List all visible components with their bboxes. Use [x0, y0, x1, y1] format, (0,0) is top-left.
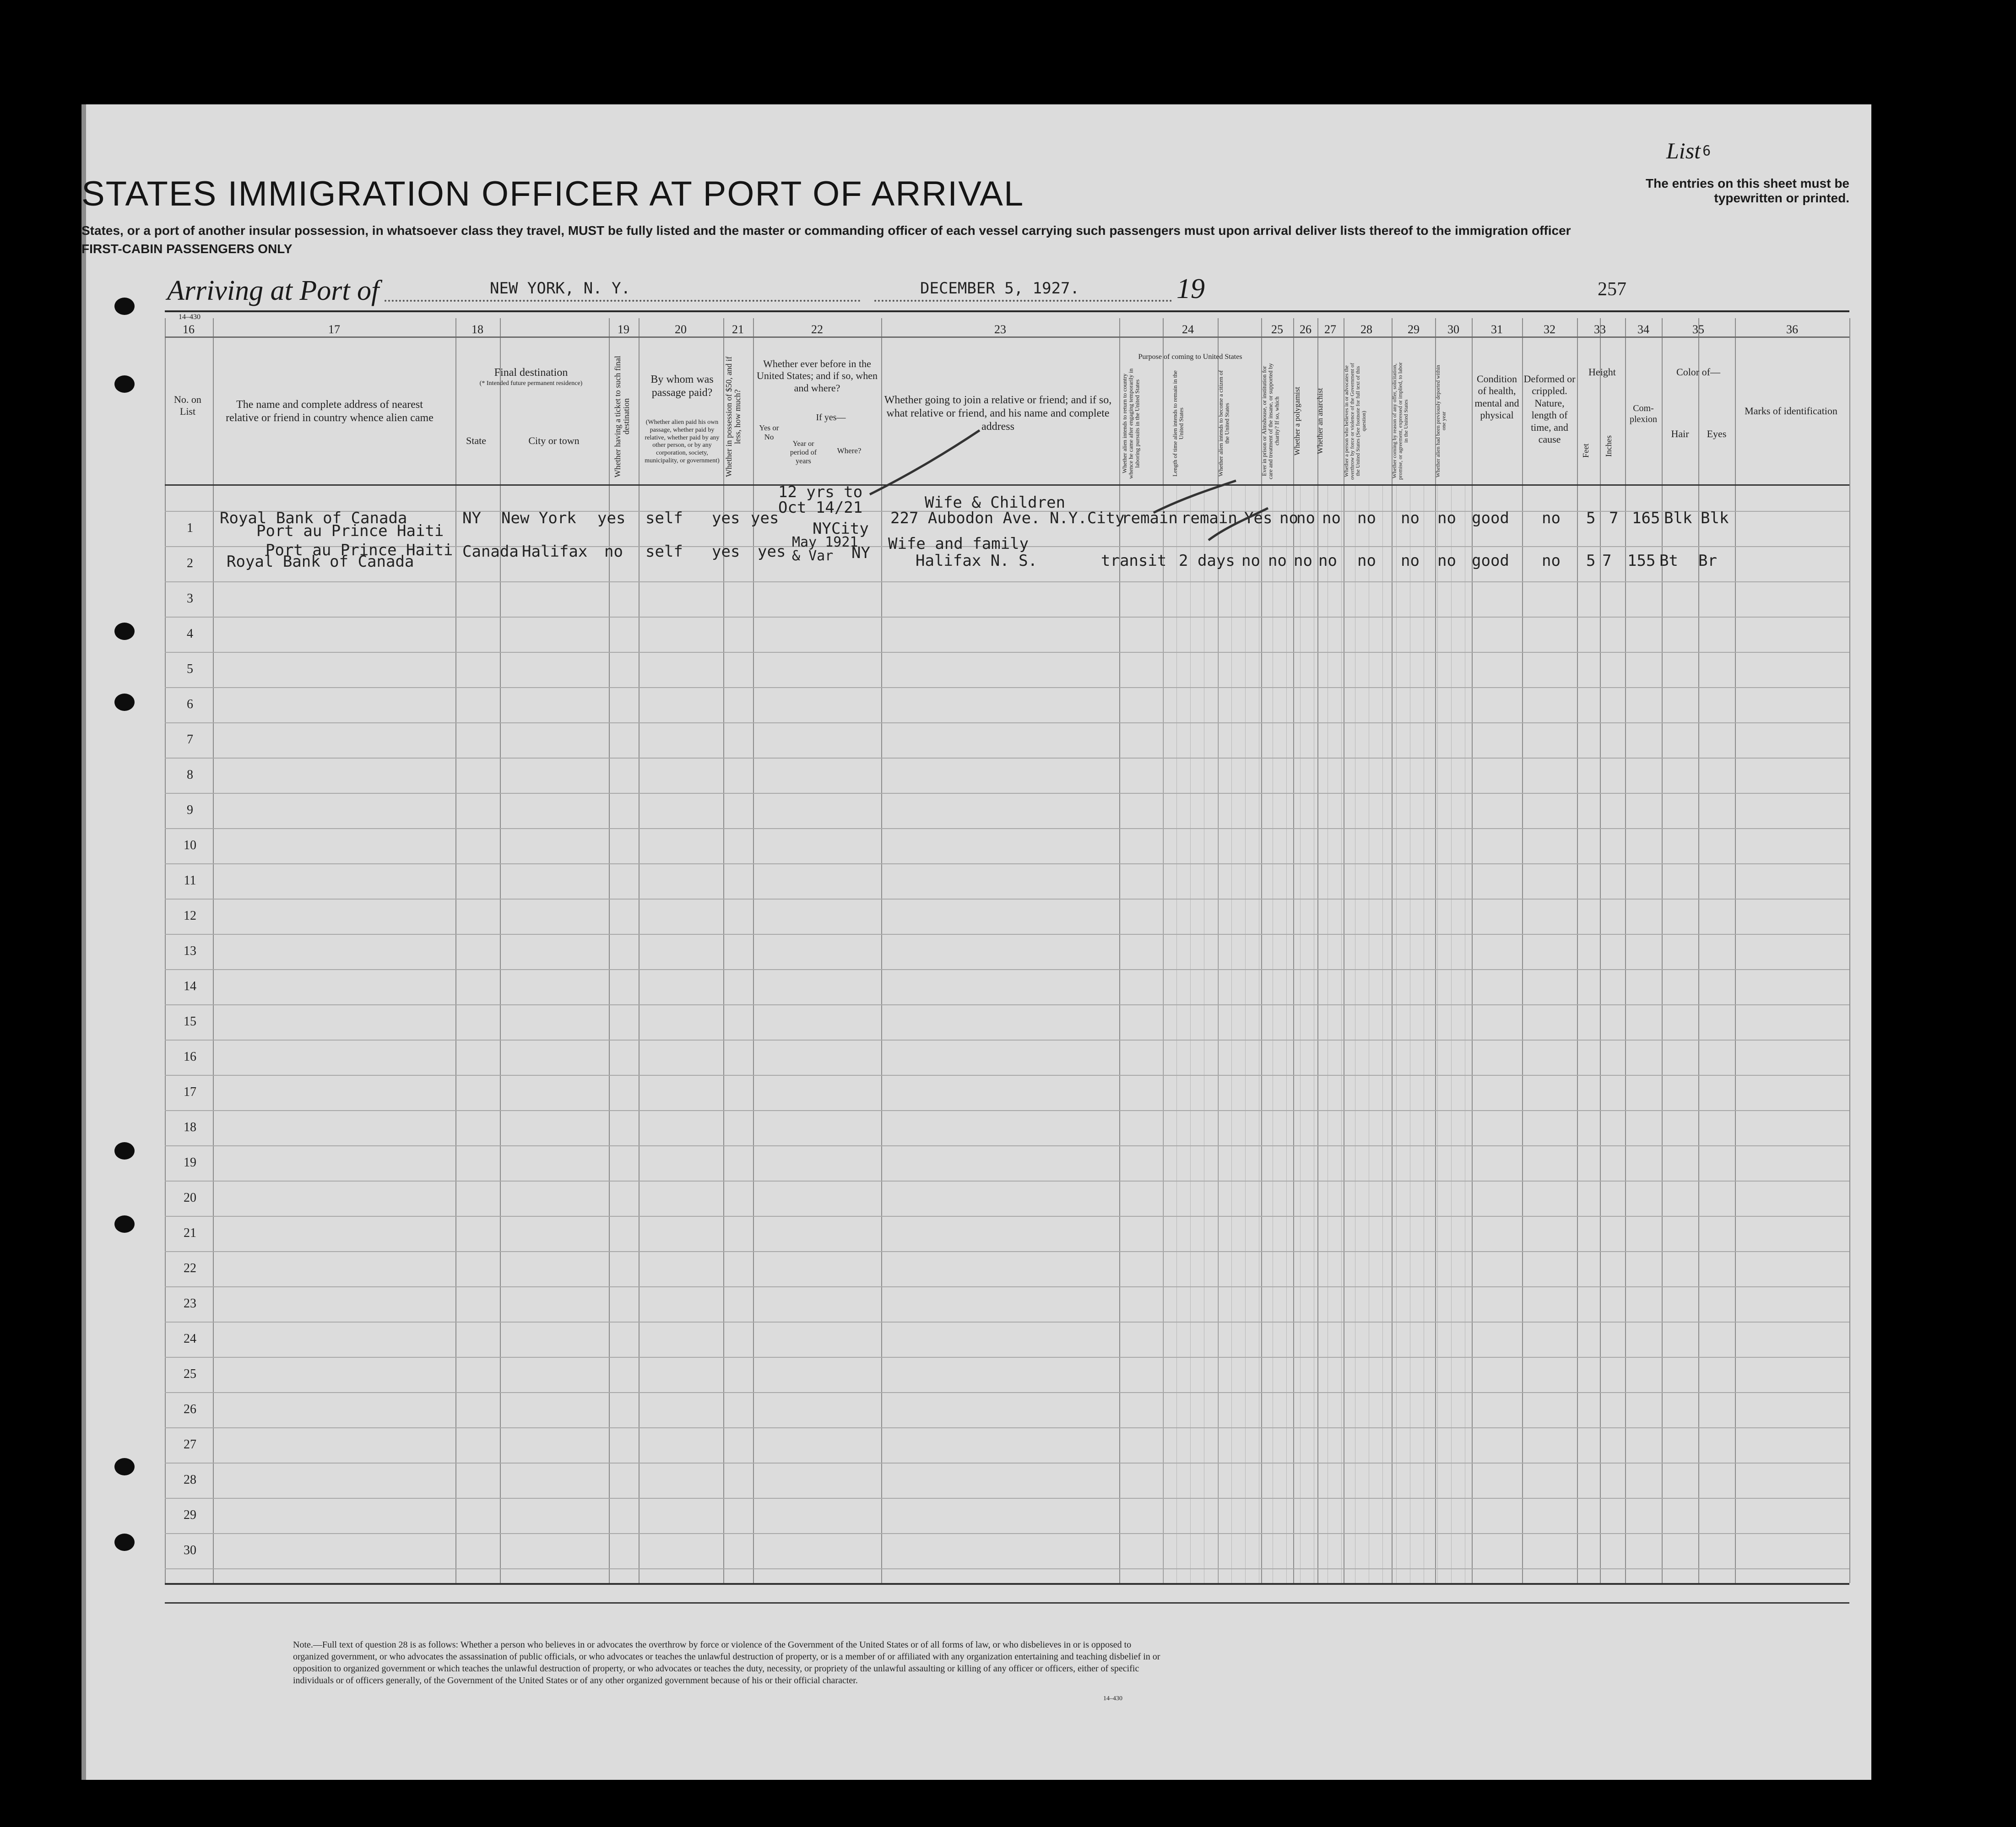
- row-number: 4: [187, 627, 193, 641]
- row2-before-yn: yes: [758, 542, 786, 561]
- row1-health: good: [1472, 509, 1509, 527]
- hdr-join-relative: Whether going to join a relative or friend; and if so, what relative or friend, and his name and complete address: [884, 394, 1112, 433]
- grid-fine-line: [1382, 485, 1383, 1583]
- row1-city: New York: [501, 509, 576, 527]
- row-number: 9: [187, 803, 193, 817]
- row-number: 1: [187, 521, 193, 535]
- row1-c30: no: [1437, 509, 1456, 527]
- row2-c30: no: [1437, 552, 1456, 570]
- row2-join-line2: Halifax N. S.: [916, 552, 1038, 570]
- row-number: 11: [184, 873, 196, 888]
- grid-column-line: [1522, 318, 1523, 1583]
- punch-hole: [114, 1215, 135, 1233]
- row1-hair: Blk: [1664, 509, 1692, 527]
- manifest-sheet: [81, 104, 1871, 1780]
- hdr-purpose-c: Whether alien intends to become a citizen of the United States: [1217, 370, 1230, 477]
- column-number: 32: [1544, 323, 1555, 336]
- hdr-possession-50: Whether in possession of $50, and if less, how much?: [724, 356, 742, 477]
- grid-row-line: [165, 793, 1849, 794]
- row-number: 30: [184, 1543, 196, 1557]
- row2-passage: self: [645, 542, 683, 561]
- hdr-passage-note: (Whether alien paid his own passage, whether paid by relative, whether paid by any other person, or by any corporation, society, municipality, or government): [645, 419, 720, 464]
- grid-row-line: [165, 1498, 1849, 1499]
- hdr-yes-or-no: Yes or No: [759, 423, 779, 442]
- page-title: STATES IMMIGRATION OFFICER AT PORT OF ARRIVAL: [81, 174, 1024, 213]
- hdr-no-on-list: No. on List: [174, 394, 201, 417]
- grid-column-line: [609, 318, 610, 1583]
- row2-relative-line1: Port au Prince Haiti: [266, 541, 453, 559]
- row1-feet: 5: [1586, 509, 1596, 527]
- list-number-block: [1666, 137, 1711, 164]
- column-number: 33: [1594, 323, 1606, 336]
- row2-city: Halifax: [522, 542, 588, 561]
- punch-hole: [114, 1458, 135, 1475]
- grid-fine-line: [1341, 485, 1342, 1583]
- column-number: 20: [675, 323, 687, 336]
- grid-row-line: [165, 863, 1849, 864]
- grid-column-line: [455, 318, 456, 1583]
- grid-fine-line: [1190, 485, 1191, 1583]
- column-number: 23: [994, 323, 1006, 336]
- grid-column-line: [1735, 318, 1736, 1583]
- grid-row-line: [165, 722, 1849, 723]
- row-number: 16: [184, 1050, 196, 1064]
- year-prefix: 19: [1176, 273, 1205, 304]
- hdr-deformed: Deformed or crippled. Nature, length of time, and cause: [1523, 373, 1576, 445]
- hdr-anarchist: Whether an anarchist: [1316, 388, 1324, 455]
- row2-purpose-b: 2 days: [1179, 552, 1235, 570]
- hdr-passage-paid: By whom was passage paid?: [650, 374, 714, 399]
- row2-before-where: NY: [851, 544, 870, 562]
- column-number: 21: [732, 323, 744, 336]
- column-number: 30: [1447, 323, 1459, 336]
- grid-row-line: [165, 1357, 1849, 1358]
- hdr-nearest-relative: The name and complete address of nearest relative or friend in country whence alien came: [226, 399, 434, 424]
- grid-header-rule: [165, 336, 1849, 338]
- grid-column-line: [1293, 318, 1294, 1583]
- row-number: 8: [187, 768, 193, 782]
- row2-relative-line2: Royal Bank of Canada: [227, 553, 414, 571]
- row-number: 19: [184, 1155, 196, 1170]
- row-number: 5: [187, 662, 193, 676]
- punch-hole: [114, 1142, 135, 1160]
- column-number: 24: [1182, 323, 1194, 336]
- grid-header-rule: [165, 1602, 1849, 1604]
- grid-row-line: [165, 1040, 1849, 1041]
- date-underline: [874, 300, 1172, 302]
- row-number: 22: [184, 1261, 196, 1275]
- hdr-color-of: Color of—: [1676, 366, 1720, 378]
- grid-row-line: [165, 1286, 1849, 1287]
- row2-c28: no: [1357, 552, 1376, 570]
- row-number: 18: [184, 1120, 196, 1134]
- row-number: 13: [184, 944, 196, 958]
- row-number: 3: [187, 591, 193, 606]
- date-value: DECEMBER 5, 1927.: [920, 279, 1079, 298]
- hdr-height: Height: [1588, 366, 1616, 378]
- grid-fine-line: [1451, 485, 1452, 1583]
- row2-c25: no: [1268, 552, 1287, 570]
- punch-hole: [114, 375, 135, 393]
- grid-row-line: [165, 1463, 1849, 1464]
- pen-stroke: [1154, 481, 1236, 513]
- row1-money: yes: [712, 509, 740, 527]
- hdr-hair: Hair: [1671, 428, 1689, 439]
- row-number: 29: [184, 1508, 196, 1522]
- row-number: 12: [184, 909, 196, 923]
- hdr-ticket: Whether having a ticket to such final destination: [613, 356, 631, 477]
- column-number: 36: [1786, 323, 1798, 336]
- row1-purpose-b: remain: [1181, 509, 1237, 527]
- row-number: 20: [184, 1191, 196, 1205]
- hdr-feet: Feet: [1581, 444, 1590, 458]
- row1-before-years: 12 yrs to Oct 14/21: [778, 483, 863, 517]
- grid-header-rule: [165, 1583, 1849, 1585]
- column-number: 18: [471, 323, 483, 336]
- punch-hole: [114, 694, 135, 711]
- column-number: 19: [618, 323, 629, 336]
- column-number: 35: [1692, 323, 1704, 336]
- row2-feet: 5: [1586, 552, 1596, 570]
- grid-fine-line: [1245, 485, 1246, 1583]
- hdr-col29: Whether coming by reason of any offer, solicitation, promise, or agreement, expressed or implied, to labor in the United States: [1391, 362, 1409, 480]
- grid-row-line: [165, 758, 1849, 759]
- row-number: 25: [184, 1367, 196, 1381]
- hdr-purpose: Purpose of coming to United States: [1138, 353, 1242, 361]
- row1-before-yn: yes: [751, 509, 779, 527]
- row1-inches: 7: [1609, 509, 1619, 527]
- grid-row-line: [165, 1216, 1849, 1217]
- row1-join-line2: 227 Aubodon Ave. N.Y.City: [890, 509, 1125, 527]
- column-number: 31: [1491, 323, 1503, 336]
- row1-purpose-c: Yes: [1244, 509, 1273, 527]
- row2-before-years: May 1921 & Var: [792, 534, 858, 564]
- grid-fine-line: [1176, 485, 1177, 1583]
- row-number: 21: [184, 1226, 196, 1240]
- grid-fine-line: [1300, 485, 1301, 1583]
- pen-stroke: [1209, 508, 1268, 540]
- row1-passage: self: [645, 509, 683, 527]
- row1-state: NY: [462, 509, 481, 527]
- grid-fine-line: [1396, 485, 1397, 1583]
- row-number: 17: [184, 1085, 196, 1099]
- row2-c26: no: [1294, 552, 1312, 570]
- punch-hole: [114, 298, 135, 315]
- grid-row-line: [165, 617, 1849, 618]
- column-number: 34: [1637, 323, 1649, 336]
- grid-column-line: [1662, 318, 1663, 1583]
- row-number: 28: [184, 1473, 196, 1487]
- row1-deformed: no: [1542, 509, 1561, 527]
- row-number: 6: [187, 697, 193, 711]
- row1-c26: no: [1296, 509, 1315, 527]
- hdr-col28: Whether a person who believes in or advocates the overthrow by force or violence of the Government of the United States (See footnote for full text of this question): [1343, 363, 1367, 480]
- row-number: 15: [184, 1014, 196, 1029]
- grid-row-line: [165, 581, 1849, 582]
- grid-row-line: [165, 969, 1849, 970]
- port-underline: [385, 300, 861, 302]
- row2-c29: no: [1401, 552, 1420, 570]
- row1-c27: no: [1322, 509, 1341, 527]
- column-number: 22: [811, 323, 823, 336]
- grid-column-line: [723, 318, 724, 1583]
- grid-column-line: [1472, 318, 1473, 1583]
- hdr-ever-before: Whether ever before in the United States; and if so, when and where?: [757, 358, 878, 394]
- grid-row-line: [165, 1181, 1849, 1182]
- hdr-where: Where?: [837, 446, 862, 455]
- column-number: 26: [1300, 323, 1311, 336]
- grid-column-line: [1600, 318, 1601, 1583]
- hdr-col30: Whether alien had been previously deported within one year: [1435, 365, 1447, 477]
- row1-c25: no: [1279, 509, 1298, 527]
- list-number: 6: [1702, 143, 1711, 159]
- hdr-purpose-b: Length of time alien intends to remain in the United States: [1171, 370, 1185, 477]
- row2-complexion: 155: [1627, 552, 1656, 570]
- hdr-if-yes: If yes—: [816, 412, 846, 423]
- row1-eyes: Blk: [1701, 509, 1729, 527]
- row2-purpose-a: transit: [1101, 552, 1167, 570]
- grid-row-line: [165, 899, 1849, 900]
- row1-c29: no: [1401, 509, 1420, 527]
- grid-column-line: [1317, 318, 1318, 1583]
- grid-row-line: [165, 1251, 1849, 1252]
- row1-c28: no: [1357, 509, 1376, 527]
- row2-ticket: no: [604, 542, 623, 561]
- port-value: NEW YORK, N. Y.: [490, 279, 631, 298]
- grid-column-line: [1435, 318, 1436, 1583]
- footnote-code: 14–430: [1103, 1695, 1122, 1702]
- punch-hole: [114, 623, 135, 640]
- row1-ticket: yes: [597, 509, 626, 527]
- row2-hair: Bt: [1659, 552, 1678, 570]
- grid-column-line: [213, 318, 214, 1583]
- grid-column-line: [1849, 318, 1850, 1583]
- grid-row-line: [165, 828, 1849, 829]
- row1-relative-line2: Port au Prince Haiti: [256, 522, 444, 540]
- column-number: 29: [1408, 323, 1420, 336]
- row-number: 27: [184, 1437, 196, 1452]
- row-number: 26: [184, 1402, 196, 1416]
- row2-purpose-c: no: [1241, 552, 1260, 570]
- grid-column-line: [1577, 318, 1578, 1583]
- hdr-purpose-a: Whether alien intends to return to country whence he came after engaging temporarily in laboring pursuits in the United States: [1121, 368, 1141, 479]
- row2-join-line1: Wife and family: [888, 535, 1029, 553]
- hdr-polygamist: Whether a polygamist: [1293, 386, 1301, 456]
- hdr-eyes: Eyes: [1707, 428, 1727, 439]
- column-number: 28: [1360, 323, 1372, 336]
- grid-column-line: [753, 318, 754, 1583]
- row1-relative-line1: Royal Bank of Canada: [220, 509, 407, 527]
- column-number: 25: [1271, 323, 1283, 336]
- row1-before-where: NYCity: [813, 520, 869, 538]
- row-number: 7: [187, 732, 193, 747]
- hdr-final-destination: Final destination: [494, 367, 568, 379]
- punch-hole: [114, 1534, 135, 1551]
- hdr-health: Condition of health, mental and physical: [1474, 373, 1519, 421]
- form-code: 14–430: [179, 313, 201, 321]
- row2-inches: 7: [1602, 552, 1612, 570]
- hdr-marks: Marks of identification: [1745, 405, 1837, 417]
- arriving-label: Arriving at Port of: [167, 275, 379, 306]
- column-number: 27: [1324, 323, 1336, 336]
- hdr-inches: Inches: [1604, 435, 1613, 457]
- grid-column-line: [1625, 318, 1626, 1583]
- grid-column-line: [165, 318, 166, 1583]
- grid-column-line: [1392, 318, 1393, 1583]
- row1-purpose-a: remain: [1122, 509, 1178, 527]
- row-number: 2: [187, 556, 193, 570]
- row1-join-line1: Wife & Children: [925, 493, 1066, 512]
- hdr-complexion: Com-plexion: [1630, 403, 1657, 424]
- hdr-col25: Ever in prison or Almshouse, or institution for care and treatment of the insane, or supported by charity? If so, which: [1261, 363, 1280, 479]
- grid-column-line: [1698, 318, 1699, 1583]
- annotation-marks: [861, 421, 1273, 568]
- grid-row-line: [165, 1322, 1849, 1323]
- grid-column-line: [500, 318, 501, 1583]
- grid-row-line: [165, 1145, 1849, 1146]
- grid-fine-line: [1286, 485, 1287, 1583]
- grid-row-line: [165, 1075, 1849, 1076]
- row2-eyes: Br: [1698, 552, 1717, 570]
- grid-row-line: [165, 934, 1849, 935]
- row2-state: Canada: [462, 542, 519, 561]
- row2-health: good: [1472, 552, 1509, 570]
- footnote: Note.—Full text of question 28 is as follows: Whether a person who believes in or advocates the overthrow by force or violence of the Government of the United States or of all forms of law, or who disbelieves in or is opposed to organized government, or who advocates the assassination of public officials, or who advocates or teaches the unlawful destruction of property, or is a member of or affiliated with any organization entertaining and teaching disbelief in or opposition to organized government or which teaches the unlawful destruction of property, or who advocates or teaches the duty, necessity, or propriety of the unlawful assaulting or killing of any officer or officers, either of specific individuals or of officers generally, of the Government of the United States or of any other organized government because of his or their official character.: [293, 1640, 1160, 1686]
- grid-row-line: [165, 1568, 1849, 1569]
- row2-c27: no: [1318, 552, 1337, 570]
- header-rule: [165, 310, 1849, 312]
- row-number: 10: [184, 838, 196, 852]
- entries-note: The entries on this sheet must be typewritten or printed.: [1646, 176, 1849, 206]
- grid-row-line: [165, 1427, 1849, 1428]
- hdr-years: Year or period of years: [790, 440, 817, 466]
- row1-complexion: 165: [1632, 509, 1660, 527]
- cabin-class-line: FIRST-CABIN PASSENGERS ONLY: [81, 242, 293, 256]
- grid-row-line: [165, 687, 1849, 688]
- column-number: 16: [183, 323, 195, 336]
- grid-row-line: [165, 652, 1849, 653]
- grid-row-line: [165, 1533, 1849, 1534]
- hdr-state: State: [466, 435, 486, 446]
- list-label: List: [1666, 138, 1701, 163]
- grid-row-line: [165, 1004, 1849, 1005]
- hdr-city: City or town: [528, 435, 580, 446]
- row-number: 23: [184, 1296, 196, 1311]
- grid-fine-line: [1231, 485, 1232, 1583]
- grid-row-line: [165, 1392, 1849, 1393]
- instruction-text: States, or a port of another insular possession, in whatsoever class they travel, MUST be fully listed and the master or commanding officer of each vessel carrying such passengers must upon arrival deliver lists thereof to the immigration officer: [81, 223, 1571, 238]
- pen-stroke: [870, 430, 980, 494]
- hdr-final-destination-note: (* Intended future permanent residence): [479, 380, 583, 387]
- row2-money: yes: [712, 542, 740, 561]
- page-stamp: 257: [1598, 279, 1626, 300]
- row-number: 24: [184, 1332, 196, 1346]
- row2-deformed: no: [1542, 552, 1561, 570]
- grid-row-line: [165, 1110, 1849, 1111]
- row-number: 14: [184, 979, 196, 993]
- grid-fine-line: [1437, 485, 1438, 1583]
- column-number: 17: [328, 323, 340, 336]
